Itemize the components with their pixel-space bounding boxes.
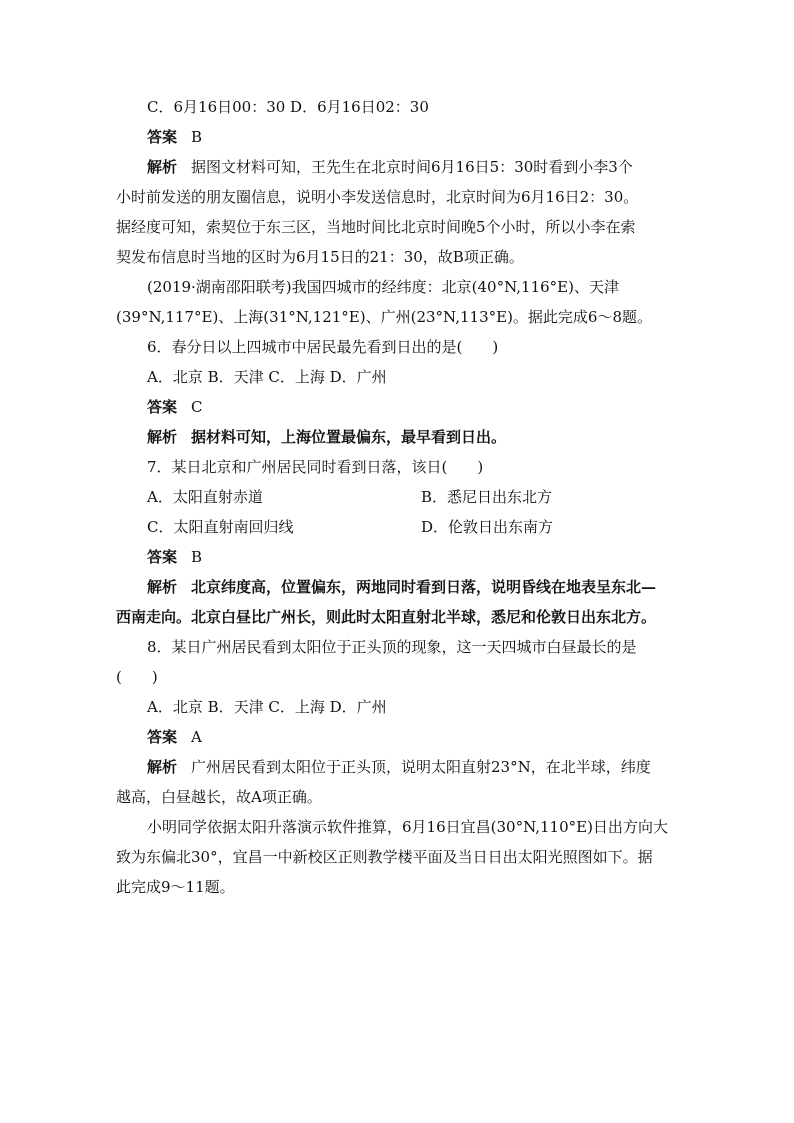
explanation-label: 解析 (147, 158, 178, 176)
question-6-answer (116, 392, 682, 422)
question-8-stem-line-1: 8．某日广州居民看到太阳位于正头顶的现象，这一天四城市白昼最长的是 (147, 638, 637, 656)
prev-explanation-line-1 (116, 152, 682, 182)
question-8-stem-line-2: ( ) (116, 668, 158, 686)
prev-answer (116, 122, 682, 152)
option-c: C．太阳直射南回归线 (147, 518, 294, 536)
explanation-text: 据材料可知，上海位置最偏东，最早看到日出。 (191, 428, 507, 446)
question-8-answer (116, 722, 682, 752)
option-b: B．悉尼日出东北方 (421, 488, 553, 506)
question-6-explanation (116, 422, 682, 452)
prev-explanation-line-2: 小时前发送的朋友圈信息，说明小李发送信息时，北京时间为6月16日2：30。 (116, 188, 639, 206)
explanation-label: 解析 (147, 428, 178, 446)
answer-value: B (191, 548, 203, 566)
answer-label: 答案 (147, 398, 178, 416)
answer-label: 答案 (147, 548, 178, 566)
answer-label: 答案 (147, 128, 178, 146)
explanation-text: 北京纬度高，位置偏东，两地同时看到日落，说明昏线在地表呈东北— (191, 578, 657, 596)
prev-explanation-line-3: 据经度可知，索契位于东三区，当地时间比北京时间晚5个小时，所以小李在索 (116, 218, 636, 236)
question-7-explanation-line-2: 西南走向。北京白昼比广州长，则此时太阳直射北半球，悉尼和伦敦日出东北方。 (116, 608, 657, 626)
next-material-line-2: 致为东偏北30°，宜昌一中新校区正则教学楼平面及当日日出太阳光照图如下。据 (116, 848, 653, 866)
question-7-options-row-2 (116, 512, 682, 542)
question-8-explanation-line-2: 越高，白昼越长，故A项正确。 (116, 788, 322, 806)
prev-question-options: C．6月16日00：30 D．6月16日02：30 (147, 98, 429, 116)
question-6-options: A．北京 B．天津 C．上海 D．广州 (147, 368, 387, 386)
option-d: D．伦敦日出东南方 (421, 518, 554, 536)
explanation-text: 广州居民看到太阳位于正头顶，说明太阳直射23°N，在北半球，纬度 (191, 758, 651, 776)
explanation-label: 解析 (147, 578, 178, 596)
page-content (116, 92, 682, 902)
question-6-stem: 6．春分日以上四城市中居民最先看到日出的是( ) (147, 338, 499, 356)
explanation-text: 据图文材料可知，王先生在北京时间6月16日5：30时看到小李3个 (191, 158, 633, 176)
material-line-1: (2019·湖南邵阳联考)我国四城市的经纬度：北京(40°N,116°E)、天津 (147, 278, 619, 296)
material-line-2: (39°N,117°E)、上海(31°N,121°E)、广州(23°N,113°E)。据此完成6～8题。 (116, 308, 653, 326)
prev-explanation-line-4: 契发布信息时当地的区时为6月15日的21：30，故B项正确。 (116, 248, 524, 266)
next-material-line-1: 小明同学依据太阳升落演示软件推算，6月16日宜昌(30°N,110°E)日出方向大 (147, 818, 668, 836)
question-7-explanation-line-1 (116, 572, 682, 602)
option-a: A．太阳直射赤道 (147, 488, 263, 506)
answer-label: 答案 (147, 728, 178, 746)
answer-value: A (191, 728, 202, 746)
question-8-options: A．北京 B．天津 C．上海 D．广州 (147, 698, 387, 716)
answer-value: C (191, 398, 203, 416)
question-8-explanation-line-1 (116, 752, 682, 782)
question-7-answer (116, 542, 682, 572)
next-material-line-3: 此完成9～11题。 (116, 878, 235, 896)
question-7-options-row-1 (116, 482, 682, 512)
answer-value: B (191, 128, 203, 146)
explanation-label: 解析 (147, 758, 178, 776)
question-7-stem: 7．某日北京和广州居民同时看到日落，该日( ) (147, 458, 484, 476)
